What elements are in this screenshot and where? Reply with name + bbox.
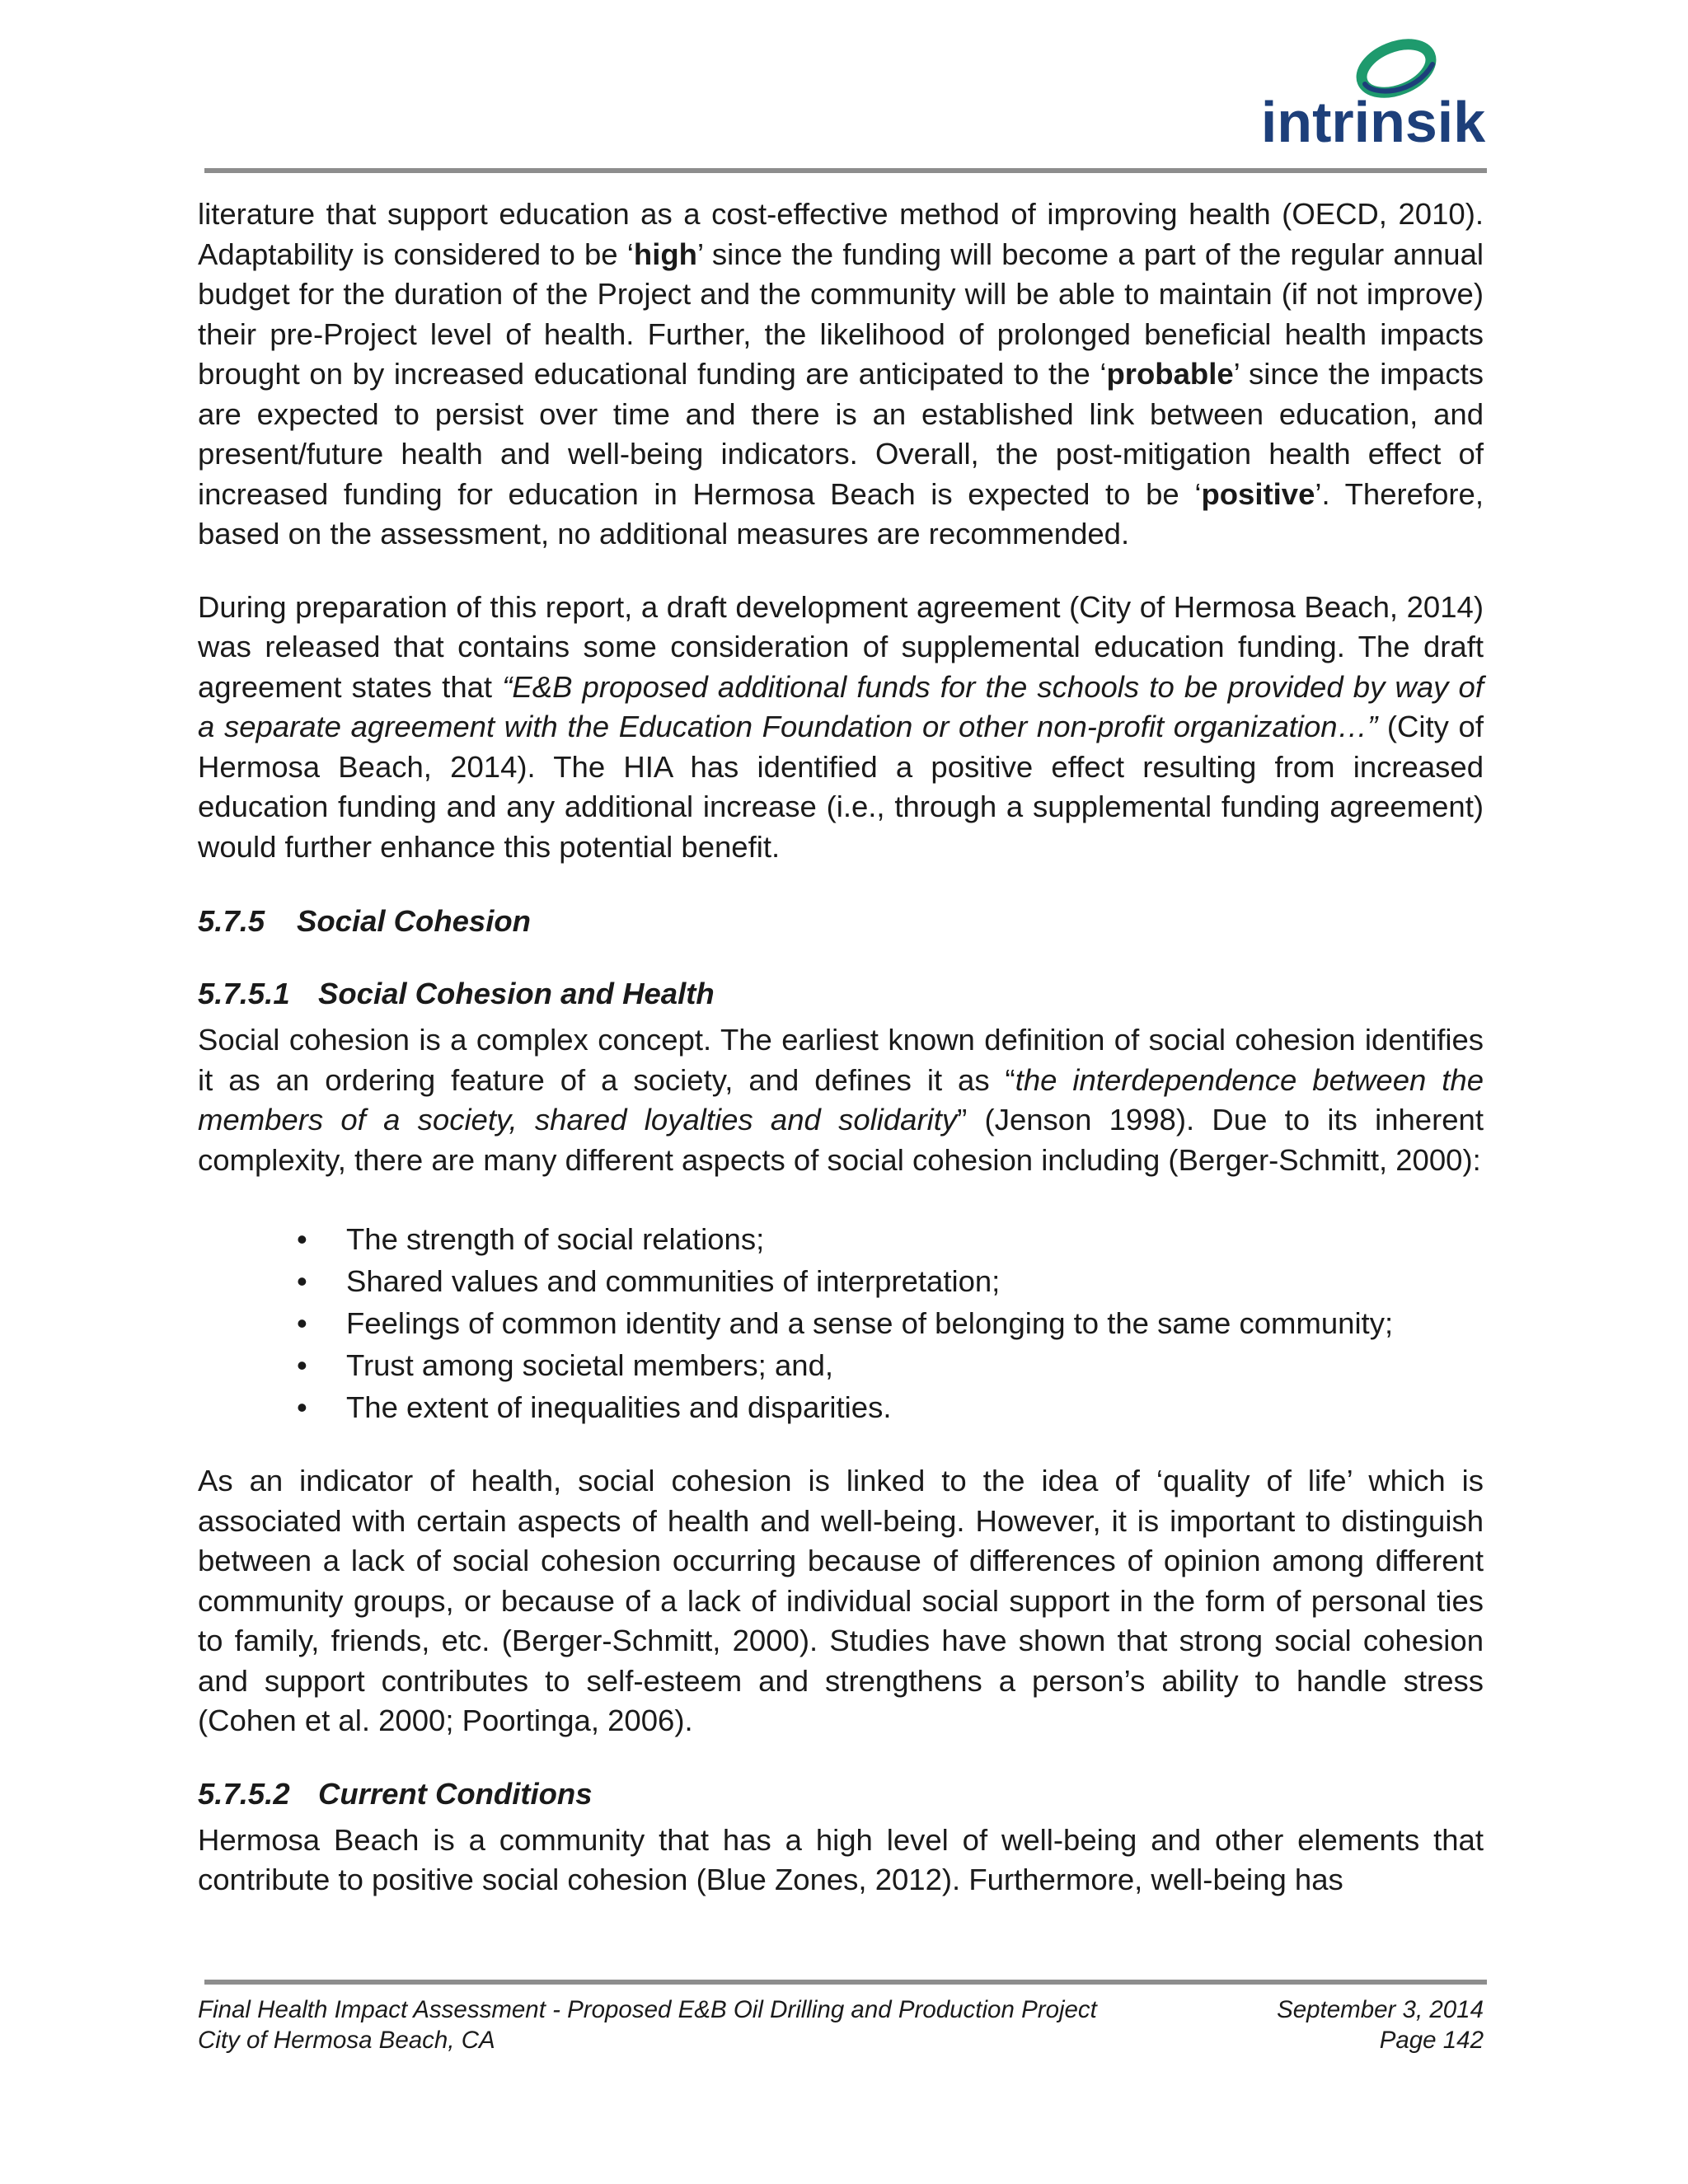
intrinsik-logo	[1250, 31, 1497, 155]
footer-date: September 3, 2014	[1277, 1996, 1484, 2023]
logo-text: intrinsik	[1260, 90, 1486, 154]
footer-page-number: Page 142	[1379, 2027, 1484, 2054]
section-heading-5-7-5-2: 5.7.5.2 Current Conditions	[198, 1776, 593, 1811]
footer-city: City of Hermosa Beach, CA	[198, 2027, 495, 2054]
paragraph-4: As an indicator of health, social cohesion is linked to the idea of ‘quality of life’ which is associated with certain aspects of health and well-being. However, it is important to distinguish between a lack of social cohesion occurring because of differences of opinion among different community groups, or because of a lack of individual social support in the form of personal ties to family, friends, etc. (Berger-Schmitt, 2000). Studies have shown that strong social cohesion and support contributes to self-esteem and strengthens a person’s ability to handle stress (Cohen et al. 2000; Poortinga, 2006).	[198, 1464, 1484, 1737]
header-rule	[204, 168, 1487, 173]
list-item: • The strength of social relations;	[297, 1222, 765, 1256]
footer-rule	[204, 1980, 1487, 1985]
page-footer	[198, 1994, 1484, 2055]
paragraph-1: literature that support education as a cost-effective method of improving health (OECD, 2010). Adaptability is considered to be ‘high’ since the funding will become a part of the regular annual budget for the duration of the Project and the community will be able to maintain (if not improve) their pre-Project level of health. Further, the likelihood of prolonged beneficial health impacts brought on by increased educational funding are anticipated to the ‘probable’ since the impacts are expected to persist over time and there is an established link between education, and present/future health and well-being indicators. Overall, the post-mitigation health effect of increased funding for education in Hermosa Beach is expected to be ‘positive’. Therefore, based on the assessment, no additional measures are recommended.	[198, 197, 1484, 551]
paragraph-2: During preparation of this report, a draft development agreement (City of Hermosa Beach, 2014) was released that contains some consideration of supplemental education funding. The draft agreement states that “E&B proposed additional funds for the schools to be provided by way of a separate agreement with the Education Foundation or other non-profit organization…” (City of Hermosa Beach, 2014). The HIA has identified a positive effect resulting from increased education funding and any additional increase (i.e., through a supplemental funding agreement) would further enhance this potential benefit.	[198, 589, 1484, 864]
paragraph-5: Hermosa Beach is a community that has a high level of well-being and other elements that contribute to positive social cohesion (Blue Zones, 2012). Furthermore, well-being has	[198, 1822, 1484, 1896]
list-item: • The extent of inequalities and disparities.	[297, 1390, 892, 1424]
footer-report-title: Final Health Impact Assessment - Proposed E&B Oil Drilling and Production Project	[198, 1996, 1097, 2023]
aspects-list	[198, 1218, 1484, 1428]
list-item: • Feelings of common identity and a sense of belonging to the same community;	[297, 1306, 1394, 1340]
list-item: • Trust among societal members; and,	[297, 1348, 834, 1382]
document-body	[198, 194, 1484, 1900]
paragraph-3: Social cohesion is a complex concept. The earliest known definition of social cohesion identifies it as an ordering feature of a society, and defines it as “the interdependence between the members of a society, shared loyalties and solidarity” (Jenson 1998). Due to its inherent complexity, there are many different aspects of social cohesion including (Berger-Schmitt, 2000):	[198, 1023, 1484, 1177]
section-heading-5-7-5: 5.7.5 Social Cohesion	[198, 904, 531, 938]
list-item: • Shared values and communities of interpretation;	[297, 1264, 1001, 1298]
section-heading-5-7-5-1: 5.7.5.1 Social Cohesion and Health	[198, 977, 715, 1010]
